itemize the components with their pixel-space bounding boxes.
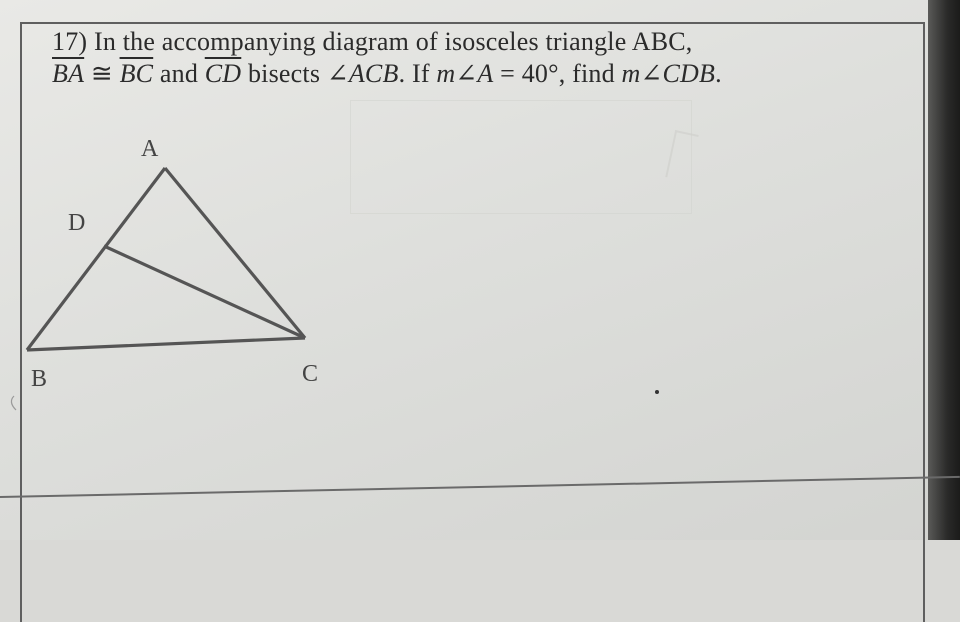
given-angle: m∠A	[436, 59, 494, 88]
vertex-label-d: D	[68, 210, 86, 236]
side-ac	[165, 168, 305, 338]
segment-cd: $\overline{CD}$	[204, 59, 242, 88]
vertex-label-b: B	[31, 366, 48, 392]
angle-acb: ∠ACB	[326, 59, 399, 88]
if-text: . If	[398, 59, 430, 88]
side-bc	[27, 338, 305, 350]
bisector-cd	[104, 246, 305, 338]
given-value: 40°	[521, 59, 559, 88]
and-text: and	[159, 59, 199, 88]
pencil-mark	[11, 396, 16, 410]
bisects-text: bisects	[247, 59, 321, 88]
find-text: , find	[558, 59, 615, 88]
vertex-label-a: A	[141, 136, 159, 162]
segment-ba: $\overline{BA}$	[52, 59, 85, 88]
problem-number: 17)	[52, 27, 88, 56]
sentence-end: .	[715, 59, 722, 88]
side-ab	[27, 168, 165, 350]
segment-bc: $\overline{BC}$	[119, 59, 154, 88]
problem-intro: In the accompanying diagram of isosceles triangle ABC,	[93, 27, 693, 56]
equals-sign: =	[500, 59, 516, 88]
congruent-symbol: ≅	[90, 59, 113, 88]
vertex-label-c: C	[302, 361, 319, 387]
find-angle: m∠CDB	[621, 59, 716, 88]
